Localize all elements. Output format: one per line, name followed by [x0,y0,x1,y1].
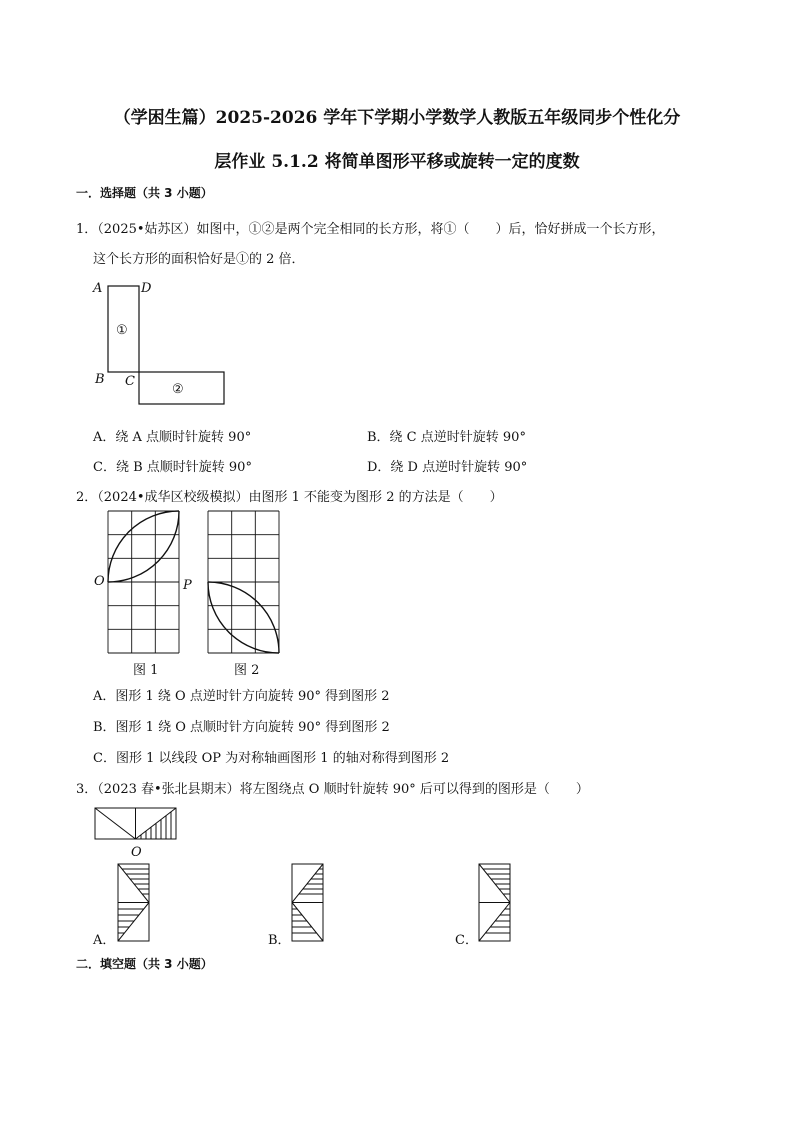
question-2-figure-2 [208,511,280,655]
point-label-a: A [93,281,103,296]
figure-1-caption: 图 1 [133,663,159,678]
question-1-text-line-2: 这个长方形的面积恰好是①的 2 倍． [93,252,305,267]
rectangle-1-label: ① [116,323,128,338]
q3-option-a-label: A． [93,933,116,948]
point-label-c: C [125,374,135,389]
q3-option-a-figure [118,864,150,942]
question-3-text: 3．（2023 春•张北县期末）将左图绕点 O 顺时针旋转 90° 后可以得到的图形是（ ） [76,782,589,797]
point-label-d: D [141,281,152,296]
q3-option-b-label: B． [268,933,291,948]
q1-option-b: B．绕 C 点逆时针旋转 90° [367,430,526,445]
q3-option-b-figure [292,864,324,942]
point-label-p: P [183,578,192,593]
section-heading-choice: 一．选择题（共 3 小题） [76,186,213,200]
figure-2-caption: 图 2 [234,663,260,678]
q1-option-a: A．绕 A 点顺时针旋转 90° [93,430,252,445]
q3-option-c-label: C． [455,933,478,948]
point-label-o: O [94,574,105,589]
q3-option-c-figure [479,864,511,942]
page-title-line-1: （学困生篇）2025-2026 学年下学期小学数学人教版五年级同步个性化分 [113,108,681,128]
section-heading-fill-in: 二．填空题（共 3 小题） [76,957,213,971]
rectangle-2-label: ② [172,382,184,397]
q1-option-c: C．绕 B 点顺时针旋转 90° [93,460,252,475]
page-title-line-2: 层作业 5.1.2 将简单图形平移或旋转一定的度数 [214,152,580,172]
question-3-source-figure [95,808,177,840]
q2-option-b: B．图形 1 绕 O 点顺时针方向旋转 90° 得到图形 2 [93,720,390,735]
question-2-figure-1 [108,511,180,655]
point-label-b: B [95,372,105,387]
question-2-text: 2．（2024•成华区校级模拟）由图形 1 不能变为图形 2 的方法是（ ） [76,490,503,505]
q1-option-d: D．绕 D 点逆时针旋转 90° [367,460,528,475]
point-label-o-q3: O [131,845,142,860]
question-1-figure [88,280,238,405]
q2-option-c: C．图形 1 以线段 OP 为对称轴画图形 1 的轴对称得到图形 2 [93,751,450,766]
q2-option-a: A．图形 1 绕 O 点逆时针方向旋转 90° 得到图形 2 [93,689,390,704]
question-1-text-line-1: 1．（2025•姑苏区）如图中，①②是两个完全相同的长方形，将①（ ）后，恰好拼成一个长方形， [76,222,665,237]
